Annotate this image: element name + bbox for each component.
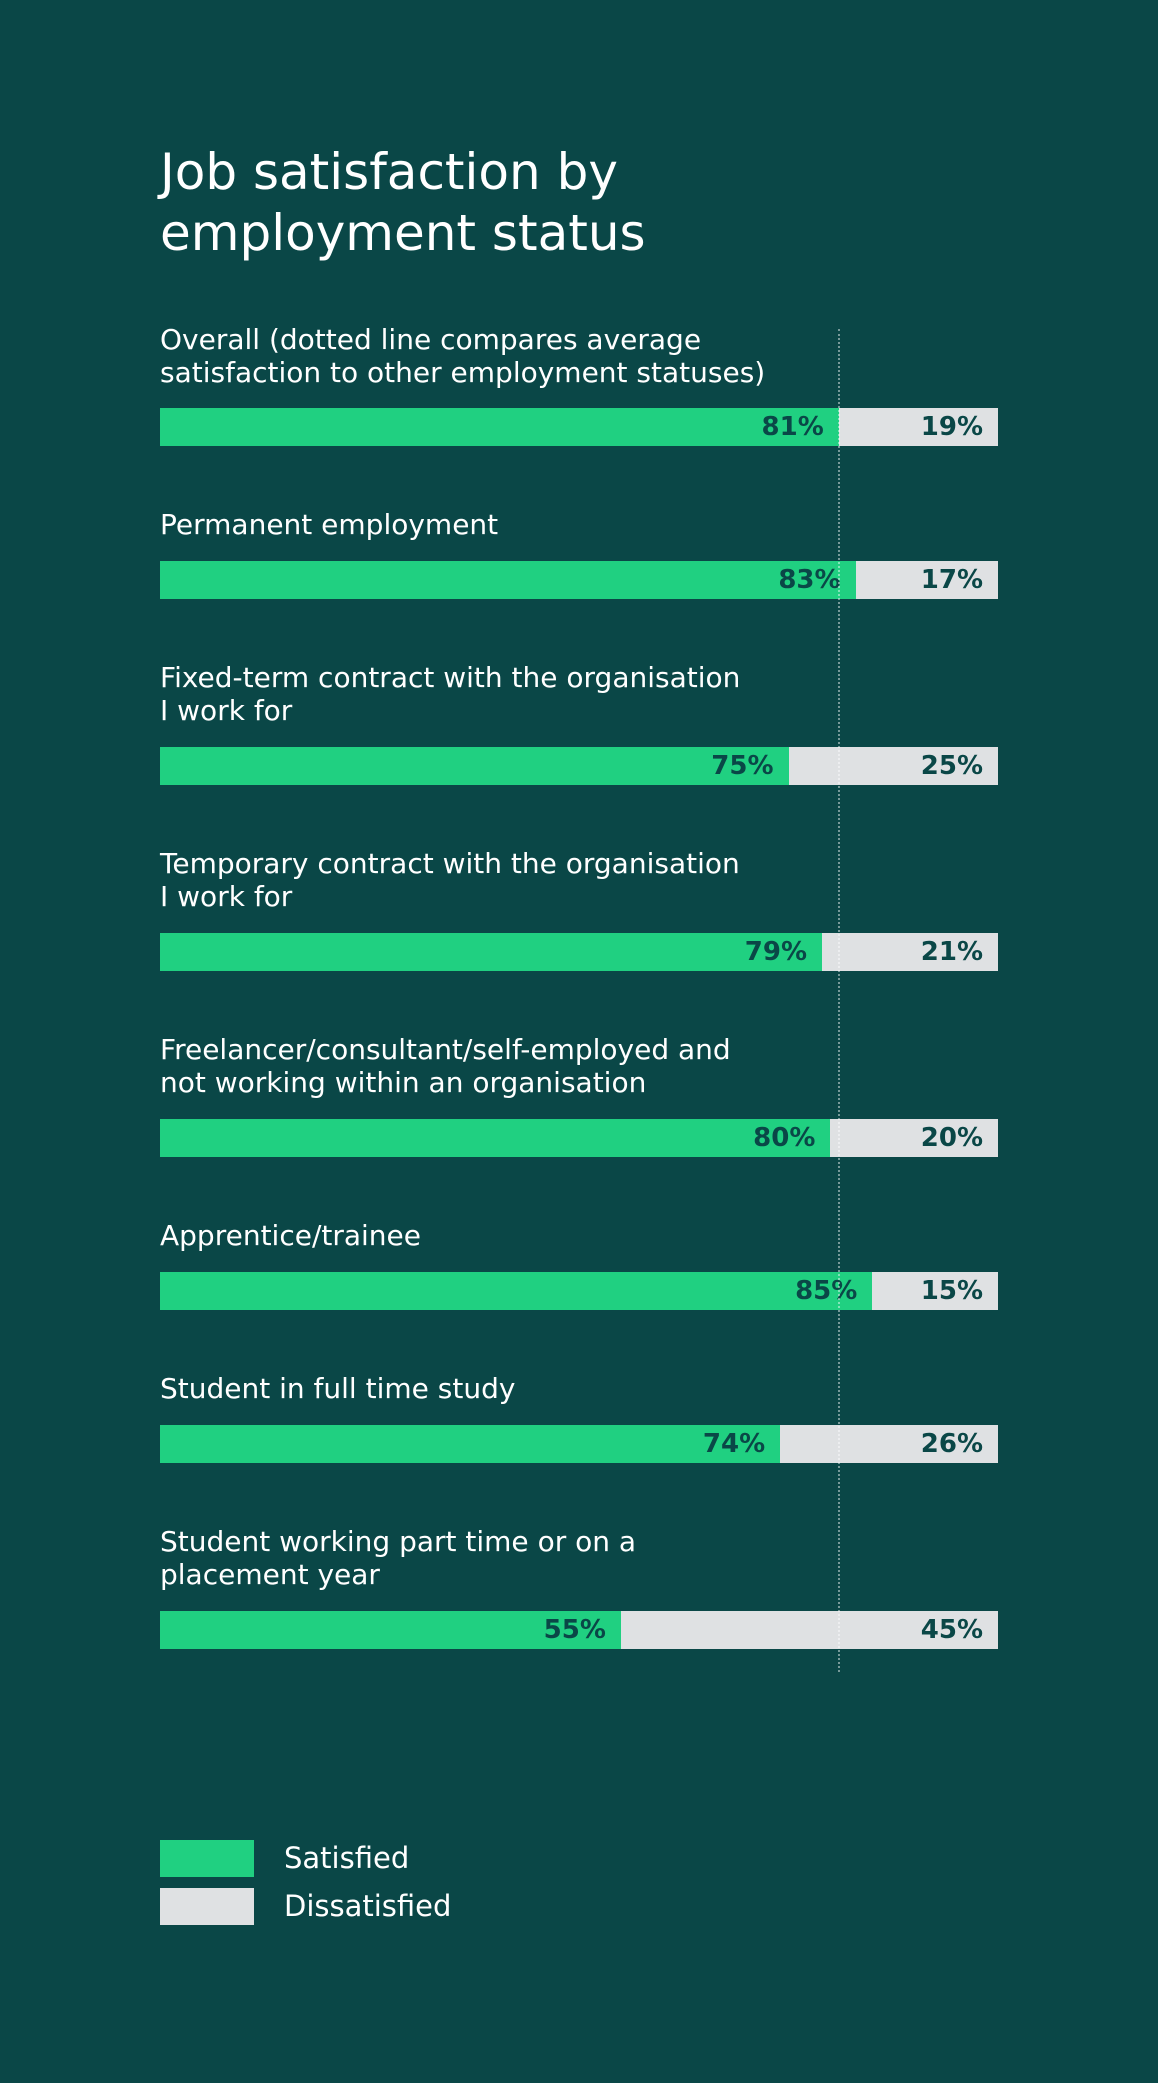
value-label-dissatisfied: 15%	[920, 1276, 983, 1306]
value-label-dissatisfied: 25%	[920, 751, 983, 781]
stacked-bar	[160, 408, 998, 446]
category-label	[160, 1372, 820, 1405]
legend-swatch	[160, 1888, 254, 1925]
category-label-line: Fixed-term contract with the organisation	[160, 661, 741, 694]
category-label-line: Permanent employment	[160, 508, 499, 541]
category-label-line: Temporary contract with the organisation	[160, 847, 740, 880]
value-label-dissatisfied: 21%	[920, 937, 983, 967]
category-label	[160, 1033, 820, 1099]
legend-label: Satisfied	[284, 1841, 410, 1875]
bar-satisfied	[160, 747, 789, 785]
stacked-bar	[160, 1119, 998, 1157]
bar-satisfied	[160, 408, 839, 446]
bar-satisfied	[160, 1425, 780, 1463]
category-label-line: Student in full time study	[160, 1372, 516, 1405]
category-label	[160, 661, 820, 727]
stacked-bar	[160, 1425, 998, 1463]
category-label-line: satisfaction to other employment statuses)	[160, 356, 766, 389]
stacked-bar	[160, 1611, 998, 1649]
category-label-line: Overall (dotted line compares average	[160, 323, 702, 356]
bar-satisfied	[160, 1272, 872, 1310]
category-label-line: not working within an organisation	[160, 1066, 647, 1099]
category-label-line: Freelancer/consultant/self-employed and	[160, 1033, 731, 1066]
bar-satisfied	[160, 933, 822, 971]
category-label-line: placement year	[160, 1558, 380, 1591]
value-label-dissatisfied: 20%	[920, 1123, 983, 1153]
value-label-satisfied: 80%	[753, 1123, 816, 1153]
value-label-dissatisfied: 26%	[920, 1429, 983, 1459]
category-label-line: Apprentice/trainee	[160, 1219, 422, 1252]
category-label	[160, 508, 820, 541]
value-label-satisfied: 83%	[778, 565, 841, 595]
value-label-satisfied: 74%	[702, 1429, 766, 1459]
value-label-satisfied: 85%	[795, 1276, 858, 1306]
category-label	[160, 1219, 820, 1252]
average-reference-line	[838, 329, 840, 1672]
legend-label: Dissatisfied	[284, 1889, 452, 1923]
stacked-bar	[160, 933, 998, 971]
category-label	[160, 1525, 820, 1591]
value-label-satisfied: 75%	[711, 751, 774, 781]
category-label	[160, 323, 820, 389]
legend-swatch	[160, 1840, 254, 1877]
chart-title: Job satisfaction by employment status	[160, 143, 646, 262]
value-label-dissatisfied: 45%	[920, 1615, 983, 1645]
stacked-bar	[160, 561, 998, 599]
bar-satisfied	[160, 561, 856, 599]
value-label-satisfied: 55%	[543, 1615, 606, 1645]
bar-satisfied	[160, 1119, 830, 1157]
category-label-line: Student working part time or on a	[160, 1525, 637, 1558]
stacked-bar	[160, 1272, 998, 1310]
stacked-bar	[160, 747, 998, 785]
category-label	[160, 847, 820, 913]
category-label-line: I work for	[160, 694, 293, 727]
category-label-line: I work for	[160, 880, 293, 913]
value-label-satisfied: 81%	[761, 412, 824, 442]
value-label-satisfied: 79%	[744, 937, 808, 967]
value-label-dissatisfied: 17%	[920, 565, 983, 595]
value-label-dissatisfied: 19%	[920, 412, 983, 442]
